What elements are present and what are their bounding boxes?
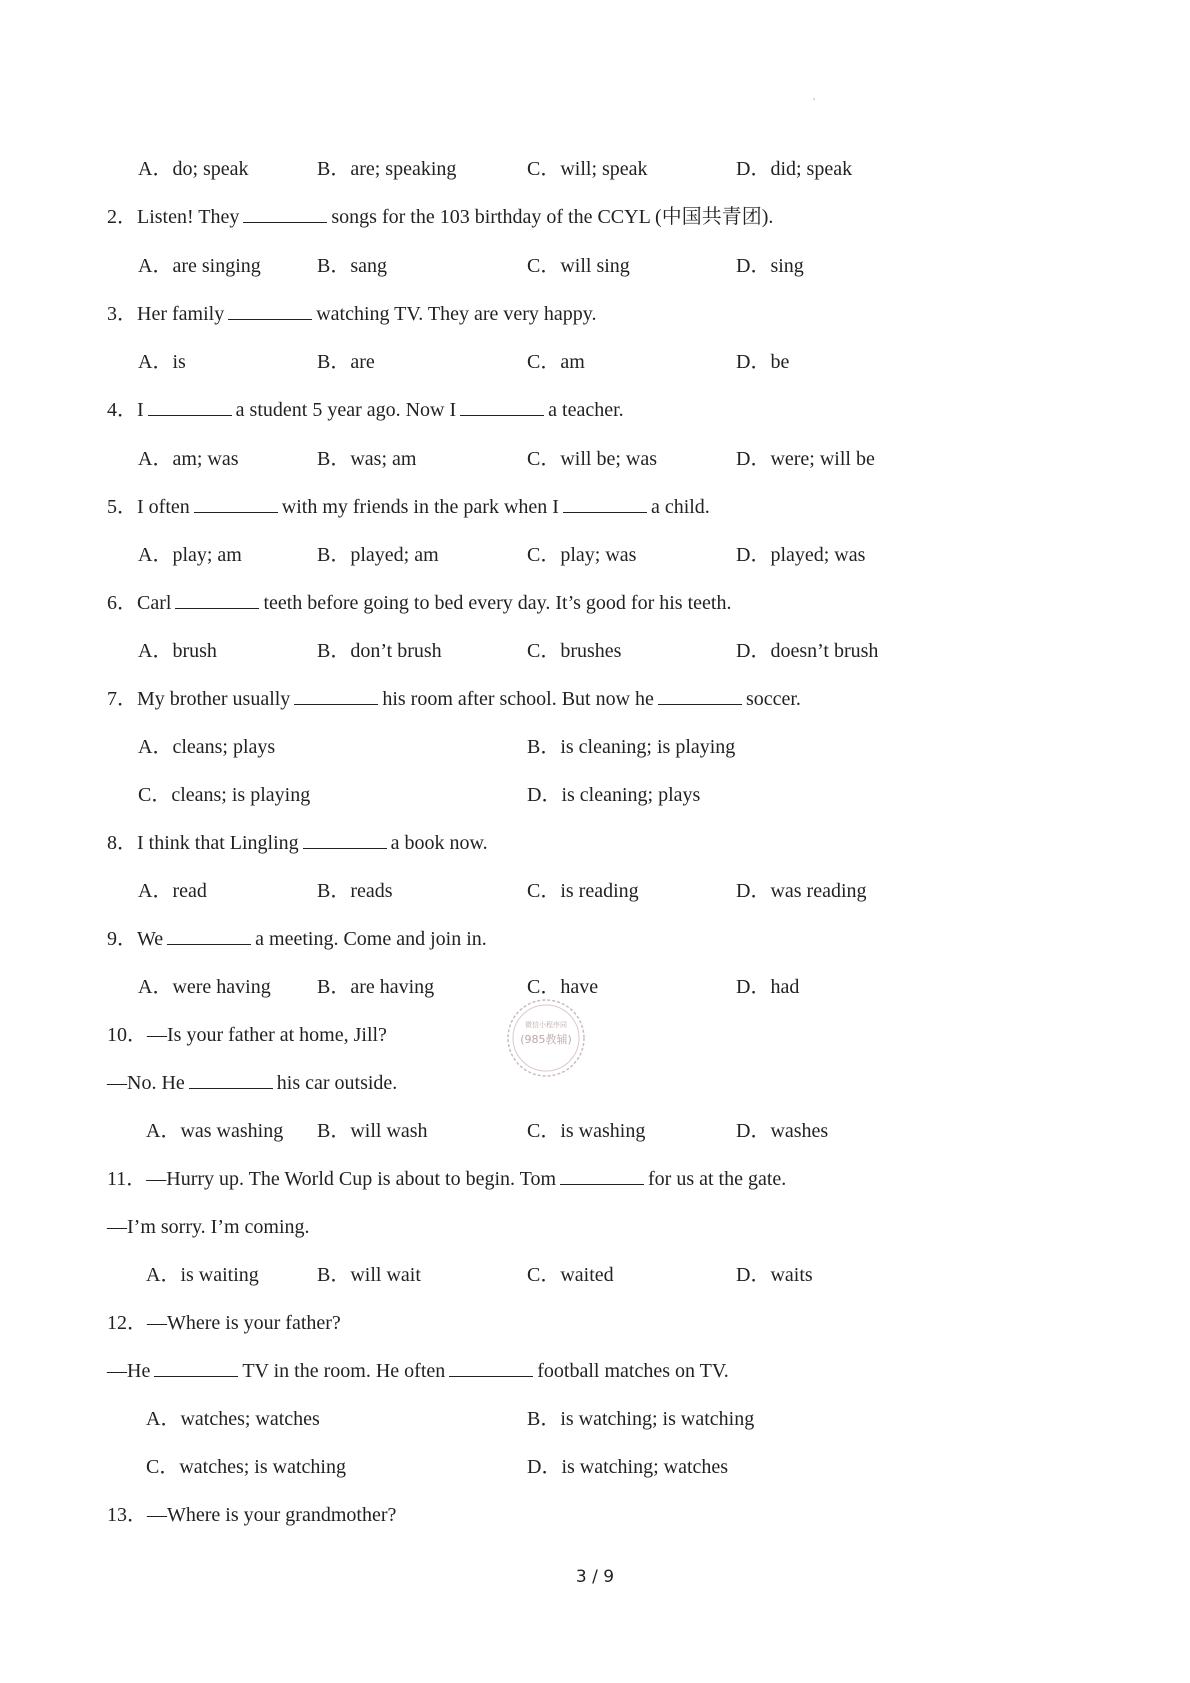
q2-option-a: A．are singing: [138, 255, 261, 277]
q9-option-a: A．were having: [138, 976, 271, 998]
q7-option-d: D．is cleaning; plays: [527, 784, 701, 806]
question-10: 10．—Is your father at home, Jill?: [107, 1024, 387, 1046]
answer-blank: [460, 397, 544, 416]
q4-option-d: D．were; will be: [736, 448, 875, 470]
question-11: 11．—Hurry up. The World Cup is about to begin. Tom for us at the gate.: [107, 1168, 787, 1190]
q6-option-a: A．brush: [138, 640, 217, 662]
question-5: 5．I often with my friends in the park when I a child.: [107, 496, 710, 518]
question-9: 9．We a meeting. Come and join in.: [107, 928, 487, 950]
answer-blank: [194, 494, 278, 513]
stamp-top-text: 微信小程序同: [525, 1021, 567, 1029]
q10-option-c: C．is washing: [527, 1120, 646, 1142]
q6-option-d: D．doesn’t brush: [736, 640, 879, 662]
q10-option-d: D．washes: [736, 1120, 829, 1142]
question-6: 6．Carl teeth before going to bed every day. It’s good for his teeth.: [107, 592, 732, 614]
q7-option-c: C．cleans; is playing: [138, 784, 311, 806]
q5-option-b: B．played; am: [317, 544, 439, 566]
q8-option-d: D．was reading: [736, 880, 867, 902]
question-3: 3．Her family watching TV. They are very happy.: [107, 303, 597, 325]
answer-blank: [294, 686, 378, 705]
q7-option-b: B．is cleaning; is playing: [527, 736, 736, 758]
q9-option-b: B．are having: [317, 976, 435, 998]
answer-blank: [563, 494, 647, 513]
q11-option-c: C．waited: [527, 1264, 614, 1286]
q12-option-a: A．watches; watches: [146, 1408, 320, 1430]
answer-blank: [658, 686, 742, 705]
answer-blank: [243, 204, 327, 223]
answer-blank: [560, 1166, 644, 1185]
q9-option-d: D．had: [736, 976, 800, 998]
q8-option-c: C．is reading: [527, 880, 639, 902]
q8-option-a: A．read: [138, 880, 207, 902]
answer-blank: [154, 1358, 238, 1377]
answer-blank: [449, 1358, 533, 1377]
q8-option-b: B．reads: [317, 880, 393, 902]
q7-option-a: A．cleans; plays: [138, 736, 276, 758]
question-10-response: —No. He his car outside.: [107, 1072, 398, 1094]
q5-option-a: A．play; am: [138, 544, 242, 566]
question-2: 2．Listen! They songs for the 103 birthday of the CCYL (中国共青团).: [107, 206, 774, 228]
q3-option-d: D．be: [736, 351, 790, 373]
question-8: 8．I think that Lingling a book now.: [107, 832, 488, 854]
q3-option-a: A．is: [138, 351, 186, 373]
q5-option-d: D．played; was: [736, 544, 866, 566]
q9-option-c: C．have: [527, 976, 599, 998]
q1-option-c: C．will; speak: [527, 158, 648, 180]
watermark-stamp: [505, 997, 587, 1079]
answer-blank: [189, 1070, 273, 1089]
answer-blank: [148, 397, 232, 416]
q2-option-c: C．will sing: [527, 255, 630, 277]
q6-option-b: B．don’t brush: [317, 640, 442, 662]
q4-option-b: B．was; am: [317, 448, 417, 470]
q3-option-b: B．are: [317, 351, 375, 373]
q1-option-b: B．are; speaking: [317, 158, 457, 180]
answer-blank: [228, 301, 312, 320]
question-12-response: —He TV in the room. He often football matches on TV.: [107, 1360, 729, 1382]
q10-option-a: A．was washing: [146, 1120, 284, 1142]
question-13: 13．—Where is your grandmother?: [107, 1504, 397, 1526]
q11-option-b: B．will wait: [317, 1264, 421, 1286]
question-11-response: —I’m sorry. I’m coming.: [107, 1216, 310, 1238]
q11-option-d: D．waits: [736, 1264, 813, 1286]
q12-option-d: D．is watching; watches: [527, 1456, 729, 1478]
question-7: 7．My brother usually his room after school. But now he soccer.: [107, 688, 801, 710]
q10-option-b: B．will wash: [317, 1120, 428, 1142]
q6-option-c: C．brushes: [527, 640, 622, 662]
q2-option-d: D．sing: [736, 255, 804, 277]
q1-option-a: A．do; speak: [138, 158, 249, 180]
q5-option-c: C．play; was: [527, 544, 637, 566]
page-number: 3 / 9: [575, 1567, 615, 1587]
q11-option-a: A．is waiting: [146, 1264, 259, 1286]
answer-blank: [167, 926, 251, 945]
question-12: 12．—Where is your father?: [107, 1312, 341, 1334]
q2-option-b: B．sang: [317, 255, 387, 277]
q12-option-c: C．watches; is watching: [146, 1456, 346, 1478]
answer-blank: [175, 590, 259, 609]
q3-option-c: C．am: [527, 351, 585, 373]
question-4: 4．I a student 5 year ago. Now I a teacher.: [107, 399, 624, 421]
stamp-main-text: (985教辅): [520, 1033, 572, 1046]
q12-option-b: B．is watching; is watching: [527, 1408, 755, 1430]
header-mark: `: [812, 98, 817, 109]
q4-option-c: C．will be; was: [527, 448, 657, 470]
q4-option-a: A．am; was: [138, 448, 239, 470]
answer-blank: [303, 830, 387, 849]
q1-option-d: D．did; speak: [736, 158, 853, 180]
